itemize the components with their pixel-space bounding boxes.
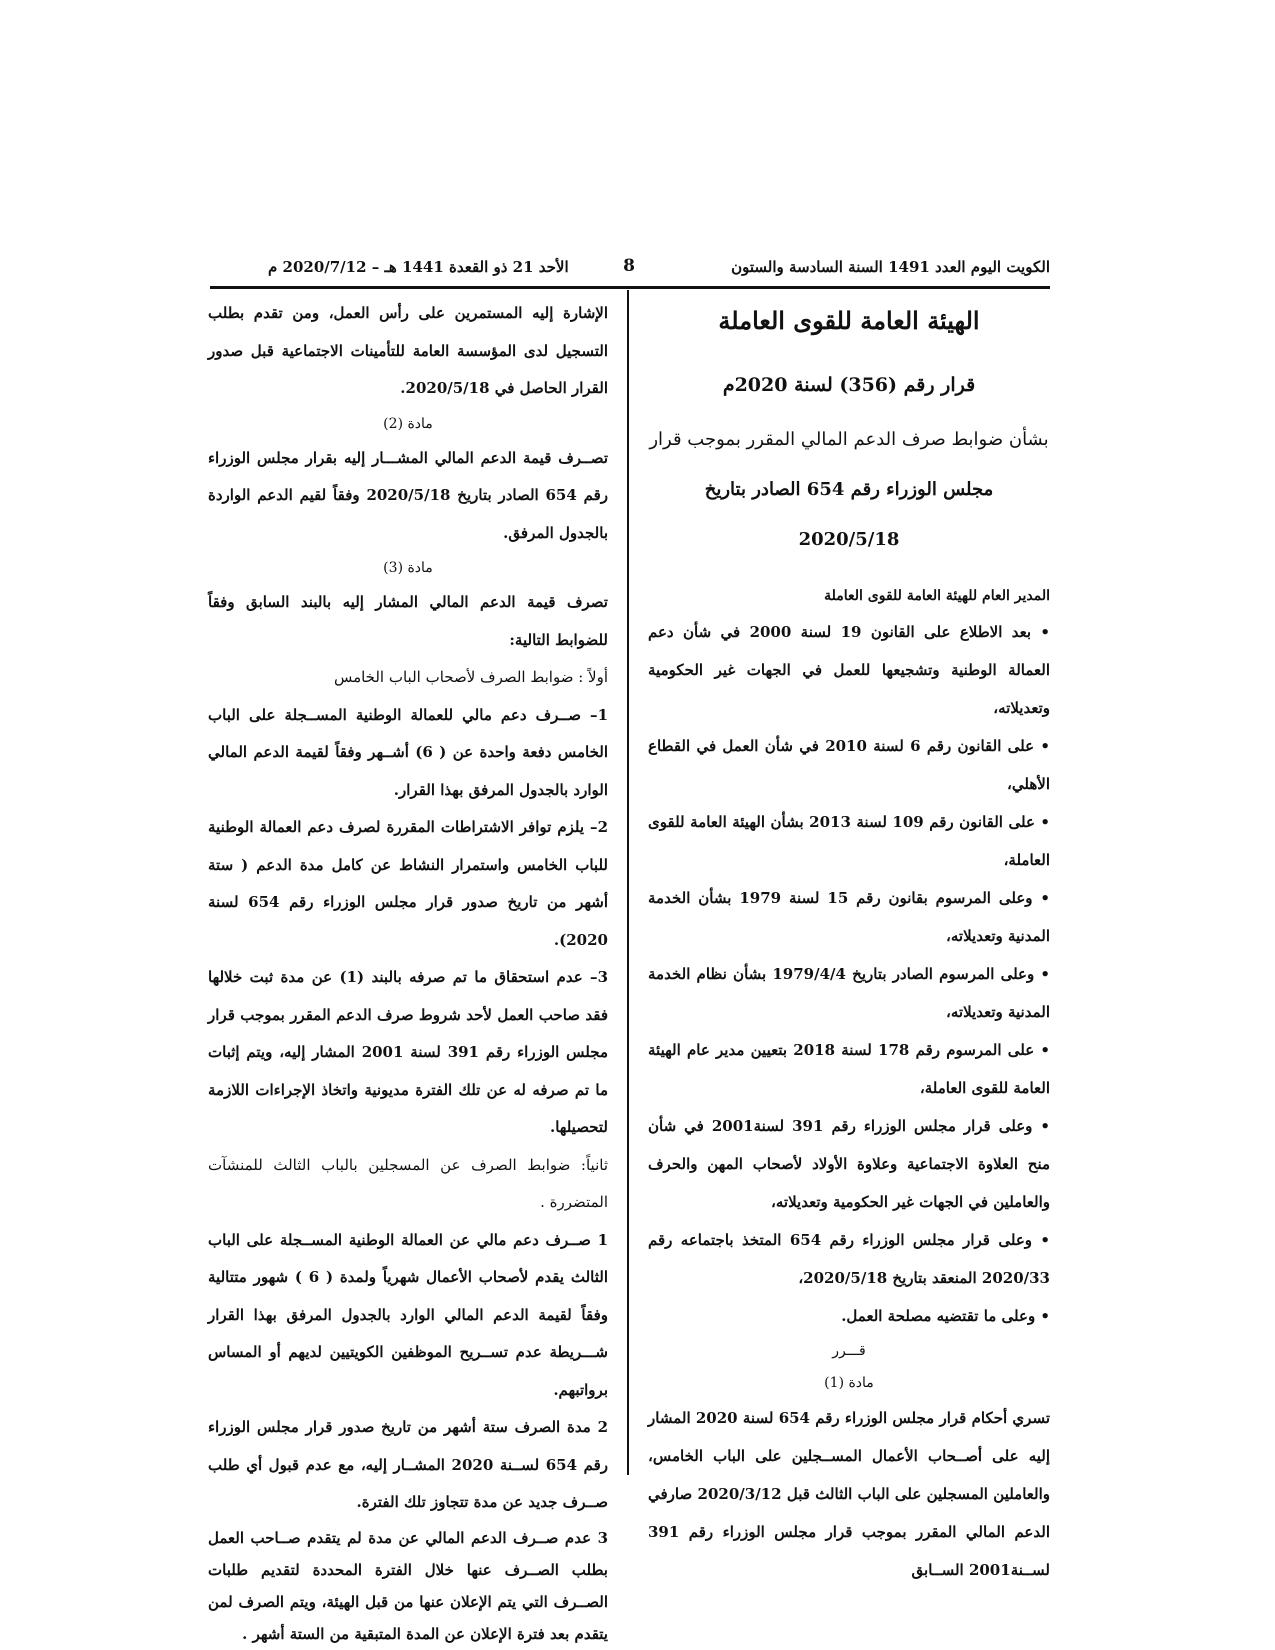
list-item: 2– يلزم توافر الاشتراطات المقررة لصرف دعم العمالة الوطنية للباب الخامس واستمرار النشاط عن كامل مدة الدعم ( ستة أشهر من تاريخ صدور قرار مجلس الوزراء رقم 654 لسنة 2020). [208, 818, 608, 949]
page-header [208, 254, 1050, 284]
list-item: 1– صــرف دعم مالي للعمالة الوطنية المســجلة على الباب الخامس دفعة واحدة عن ( 6) أشــهر وفقاً لقيمة الدعم المالي الوارد بالجدول المرفق بهذا القرار. [208, 705, 608, 799]
section-second-heading: ثانياً: ضوابط الصرف عن المسجلين بالباب الثالث للمنشآت المتضررة . [208, 1155, 608, 1211]
header-page-number: 8 [623, 256, 635, 276]
subject-line-2: مجلس الوزراء رقم 654 الصادر بتاريخ [704, 479, 994, 500]
decided-heading: قـــرر [832, 1343, 866, 1359]
list-item: 1 صــرف دعم مالي عن العمالة الوطنية المســجلة على الباب الثالث يقدم لأصحاب الأعمال شهرياً ولمدة ( 6 ) شهور متتالية وفقاً لقيمة الدعم المالي الوارد بالجدول المرفق بهذا القرار شـــريطة عدم تســريح الموظفين الكويتيين لديهم أو المساس برواتبهم. [208, 1230, 608, 1399]
subject-line-1: بشأن ضوابط صرف الدعم المالي المقرر بموجب قرار [649, 429, 1049, 450]
authority-title: الهيئة العامة للقوى العاملة [718, 306, 980, 335]
section-first-heading: أولاً : ضوابط الصرف لأصحاب الباب الخامس [333, 668, 608, 686]
decree-subject [648, 415, 1050, 565]
recital: • على المرسوم رقم 178 لسنة 2018 بتعيين مدير عام الهيئة العامة للقوى العاملة، [648, 1031, 1050, 1107]
list-item: 3– عدم استحقاق ما تم صرفه بالبند (1) عن مدة ثبت خلالها فقد صاحب العمل لأحد شروط صرف الدعم المقرر بموجب قرار مجلس الوزراء رقم 391 لسنة 2001 المشار إليه، ويتم إثبات ما تم صرفه له عن تلك الفترة مديونية واتخاذ الإجراءات اللازمة لتحصيلها. [208, 968, 608, 1136]
recital: • وعلى قرار مجلس الوزراء رقم 391 لسنة2001 في شأن منح العلاوة الاجتماعية وعلاوة الأولاد لأصحاب المهن والحرف والعاملين في الجهات غير الحكومية وتعديلاته، [648, 1107, 1050, 1221]
header-rule [210, 286, 1050, 289]
recital: • على القانون رقم 109 لسنة 2013 بشأن الهيئة العامة للقوى العاملة، [648, 803, 1050, 879]
article-3-intro: تصرف قيمة الدعم المالي المشار إليه بالبند السابق وفقاً للضوابط التالية: [208, 593, 608, 649]
article-1-heading: مادة (1) [824, 1375, 874, 1391]
list-item: 2 مدة الصرف ستة أشهر من تاريخ صدور قرار مجلس الوزراء رقم 654 لســنة 2020 المشــار إليه، مع عدم قبول أي طلب صــرف جديد عن مدة تتجاوز تلك الفترة. [208, 1418, 608, 1511]
recital: • على القانون رقم 6 لسنة 2010 في شأن العمل في القطاع الأهلي، [648, 727, 1050, 803]
header-issue-info: الكويت اليوم العدد 1491 السنة السادسة والستون [731, 258, 1050, 276]
article-2-heading: مادة (2) [383, 415, 433, 432]
director-line: المدير العام للهيئة العامة للقوى العاملة [824, 588, 1050, 604]
recital: • وعلى المرسوم الصادر بتاريخ 1979/4/4 بشأن نظام الخدمة المدنية وتعديلاته، [648, 955, 1050, 1031]
continuation-text: الإشارة إليه المستمرين على رأس العمل، ومن تقدم بطلب التسجيل لدى المؤسسة العامة للتأمينات الاجتماعية قبل صدور القرار الحاصل في 2020/5/18. [208, 304, 608, 397]
article-1-text: تسري أحكام قرار مجلس الوزراء رقم 654 لسنة 2020 المشار إليه على أصــحاب الأعمال المســجلين على الباب الخامس، والعاملين المسجلين على الباب الثالث قبل 2020/3/12 صارفي الدعم المالي المقرر بموجب قرار مجلس الوزراء رقم 391 لســنة2001 الســابق [648, 1409, 1051, 1579]
recital: • بعد الاطلاع على القانون 19 لسنة 2000 في شأن دعم العمالة الوطنية وتشجيعها للعمل في الجهات غير الحكومية وتعديلاته، [648, 613, 1050, 727]
subject-line-3: 2020/5/18 [798, 529, 900, 550]
list-item: 3 عدم صــرف الدعم المالي عن مدة لم يتقدم صــاحب العمل بطلب الصــرف عنها خلال الفترة المحددة لتقديم طلبات الصــرف التي يتم الإعلان عنها من قبل الهيئة، ويتم الصرف لمن يتقدم بعد فترة الإعلان عن المدة المتبقية من الستة أشهر . [208, 1528, 608, 1643]
header-date: الأحد 21 ذو القعدة 1441 هـ – 2020/7/12 م [268, 258, 569, 276]
recital: • وعلى ما تقتضيه مصلحة العمل. [648, 1297, 1050, 1335]
recital: • وعلى المرسوم بقانون رقم 15 لسنة 1979 بشأن الخدمة المدنية وتعديلاته، [648, 879, 1050, 955]
left-column [208, 295, 608, 1650]
article-3-heading: مادة (3) [383, 560, 433, 576]
right-column [648, 295, 1050, 1589]
article-2-text: تصــرف قيمة الدعم المالي المشـــار إليه بقرار مجلس الوزراء رقم 654 الصادر بتاريخ 2020/5/18 وفقاً لقيم الدعم الواردة بالجدول المرفق. [208, 448, 609, 542]
recital: • وعلى قرار مجلس الوزراء رقم 654 المتخذ باجتماعه رقم 2020/33 المنعقد بتاريخ 2020/5/18، [648, 1221, 1050, 1297]
column-divider [627, 290, 629, 1475]
decree-title: قرار رقم (356) لسنة 2020م [722, 374, 976, 396]
